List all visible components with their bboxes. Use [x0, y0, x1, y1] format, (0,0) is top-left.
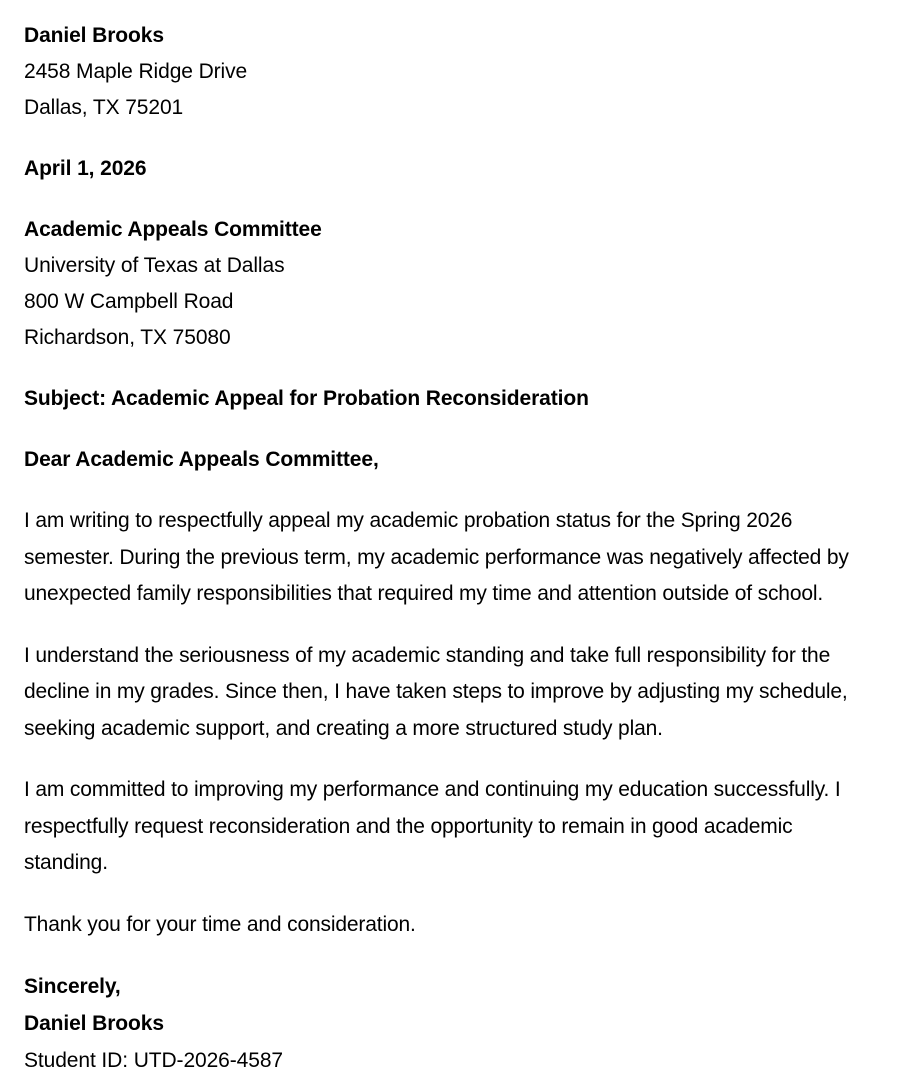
signer-name: Daniel Brooks [24, 1012, 164, 1035]
subject-line: Subject: Academic Appeal for Probation Reconsideration [24, 387, 589, 410]
letter-date: April 1, 2026 [24, 157, 147, 180]
body-paragraph-2 [24, 638, 870, 748]
sender-address-line-1: 2458 Maple Ridge Drive [24, 60, 248, 83]
recipient-address-line-2: Richardson, TX 75080 [24, 326, 231, 349]
body-paragraph-3-text: I am committed to improving my performance and continuing my education successfully. I respectfully request reconsideration and the opportunity to remain in good academic standing. [24, 778, 841, 874]
valediction: Sincerely, [24, 975, 121, 998]
student-id: Student ID: UTD-2026-4587 [24, 1049, 283, 1072]
body-paragraph-1 [24, 503, 870, 613]
body-paragraph-4-text: Thank you for your time and consideration. [24, 912, 416, 936]
recipient-name: Academic Appeals Committee [24, 218, 322, 241]
sender-address-line-2: Dallas, TX 75201 [24, 96, 184, 119]
body-paragraph-2-text: I understand the seriousness of my academic standing and take full responsibility for the decline in my grades. Since then, I have taken steps to improve by adjusting my schedule, seeking academic support, and creating a more structured study plan. [24, 643, 848, 740]
letter-date-block [24, 151, 870, 187]
body-paragraph-3 [24, 772, 870, 882]
sender-name: Daniel Brooks [24, 24, 164, 47]
salutation-block [24, 442, 870, 478]
subject-block [24, 381, 870, 417]
body-paragraph-4 [24, 907, 870, 944]
sender-address-block [24, 18, 870, 126]
recipient-address-line-1: 800 W Campbell Road [24, 290, 234, 313]
recipient-organization: University of Texas at Dallas [24, 254, 285, 277]
closing-block [24, 968, 870, 1079]
body-paragraph-1-text: I am writing to respectfully appeal my academic probation status for the Spring 2026 semester. During the previous term, my academic performance was negatively affected by unexpected family responsibilities that required my time and attention outside of school. [24, 509, 849, 605]
salutation: Dear Academic Appeals Committee, [24, 448, 379, 471]
recipient-address-block [24, 212, 870, 356]
